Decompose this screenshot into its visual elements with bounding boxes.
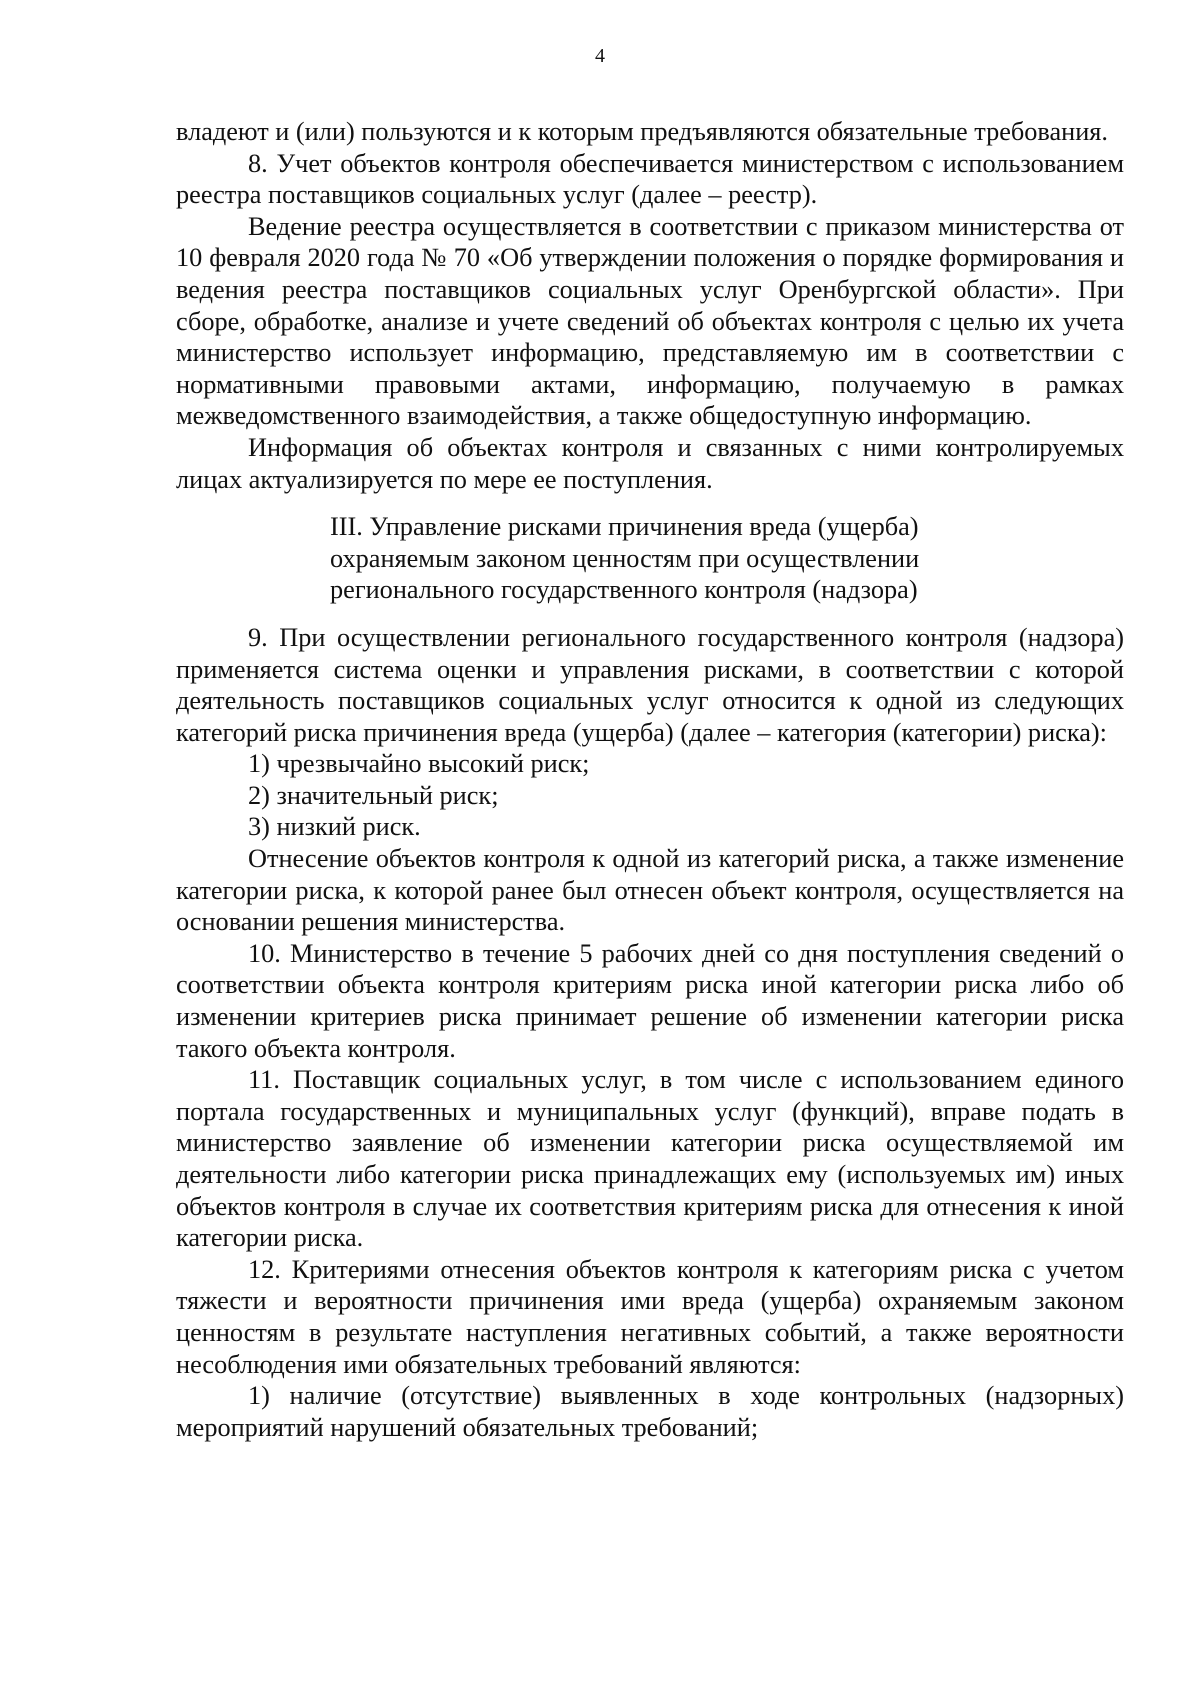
paragraph-item-8: 8. Учет объектов контроля обеспечивается министерством с использованием реестра поставщиков социальных услуг (далее – реестр). xyxy=(176,148,1124,210)
paragraph-risk-assignment: Отнесение объектов контроля к одной из категорий риска, а также изменение категории риска, к которой ранее был отнесен объект контроля, осуществляется на основании решения министерства. xyxy=(176,844,1124,937)
paragraph-info-update: Информация об объектах контроля и связанных с ними контролируемых лицах актуализируется по мере ее поступления. xyxy=(176,432,1124,494)
section-heading: III. Управление рисками причинения вреда (ущерба) охраняемым законом ценностям при осуществлении регионального государственного контроля (надзора) xyxy=(330,512,920,605)
list-item-criteria-1: 1) наличие (отсутствие) выявленных в ходе контрольных (надзорных) мероприятий нарушений обязательных требований; xyxy=(176,1381,1124,1442)
paragraph-item-11: 11. Поставщик социальных услуг, в том числе с использованием единого портала государственных и муниципальных услуг (функций), вправе подать в министерство заявление об изменении категории риска осуществляемой им деятельности либо категории риска принадлежащих ему (используемых им) иных объектов контроля в случае их соответствия критериям риска для отнесения к иной категории риска. xyxy=(176,1065,1124,1253)
document-body xyxy=(176,116,1124,1443)
list-item-risk-1: 1) чрезвычайно высокий риск; xyxy=(248,749,590,779)
page-number: 4 xyxy=(595,45,605,67)
paragraph-item-12: 12. Критериями отнесения объектов контроля к категориям риска с учетом тяжести и вероятности причинения ими вреда (ущерба) охраняемым законом ценностям в результате наступления негативных событий, а также вероятности несоблюдения ими обязательных требований являются: xyxy=(176,1254,1124,1379)
list-item-risk-2: 2) значительный риск; xyxy=(248,780,499,810)
paragraph-continuation: владеют и (или) пользуются и к которым предъявляются обязательные требования. xyxy=(176,117,1108,146)
paragraph-item-10: 10. Министерство в течение 5 рабочих дней со дня поступления сведений о соответствии объекта контроля критериям риска иной категории риска либо об изменении критериев риска принимает решение об изменении категории риска такого объекта контроля. xyxy=(176,938,1124,1063)
paragraph-item-9: 9. При осуществлении регионального государственного контроля (надзора) применяется система оценки и управления рисками, в соответствии с которой деятельность поставщиков социальных услуг относится к одной из следующих категорий риска причинения вреда (ущерба) (далее – категория (категории) риска): xyxy=(176,622,1124,747)
paragraph-registry: Ведение реестра осуществляется в соответствии с приказом министерства от 10 февраля 2020 года № 70 «Об утверждении положения о порядке формирования и ведения реестра поставщиков социальных услуг Оренбургской области». При сборе, обработке, анализе и учете сведений об объектах контроля с целью их учета министерство использует информацию, представляемую им в соответствии с нормативными правовыми актами, информацию, получаемую в рамках межведомственного взаимодействия, а также общедоступную информацию. xyxy=(176,211,1124,431)
list-item-risk-3: 3) низкий риск. xyxy=(248,812,421,842)
